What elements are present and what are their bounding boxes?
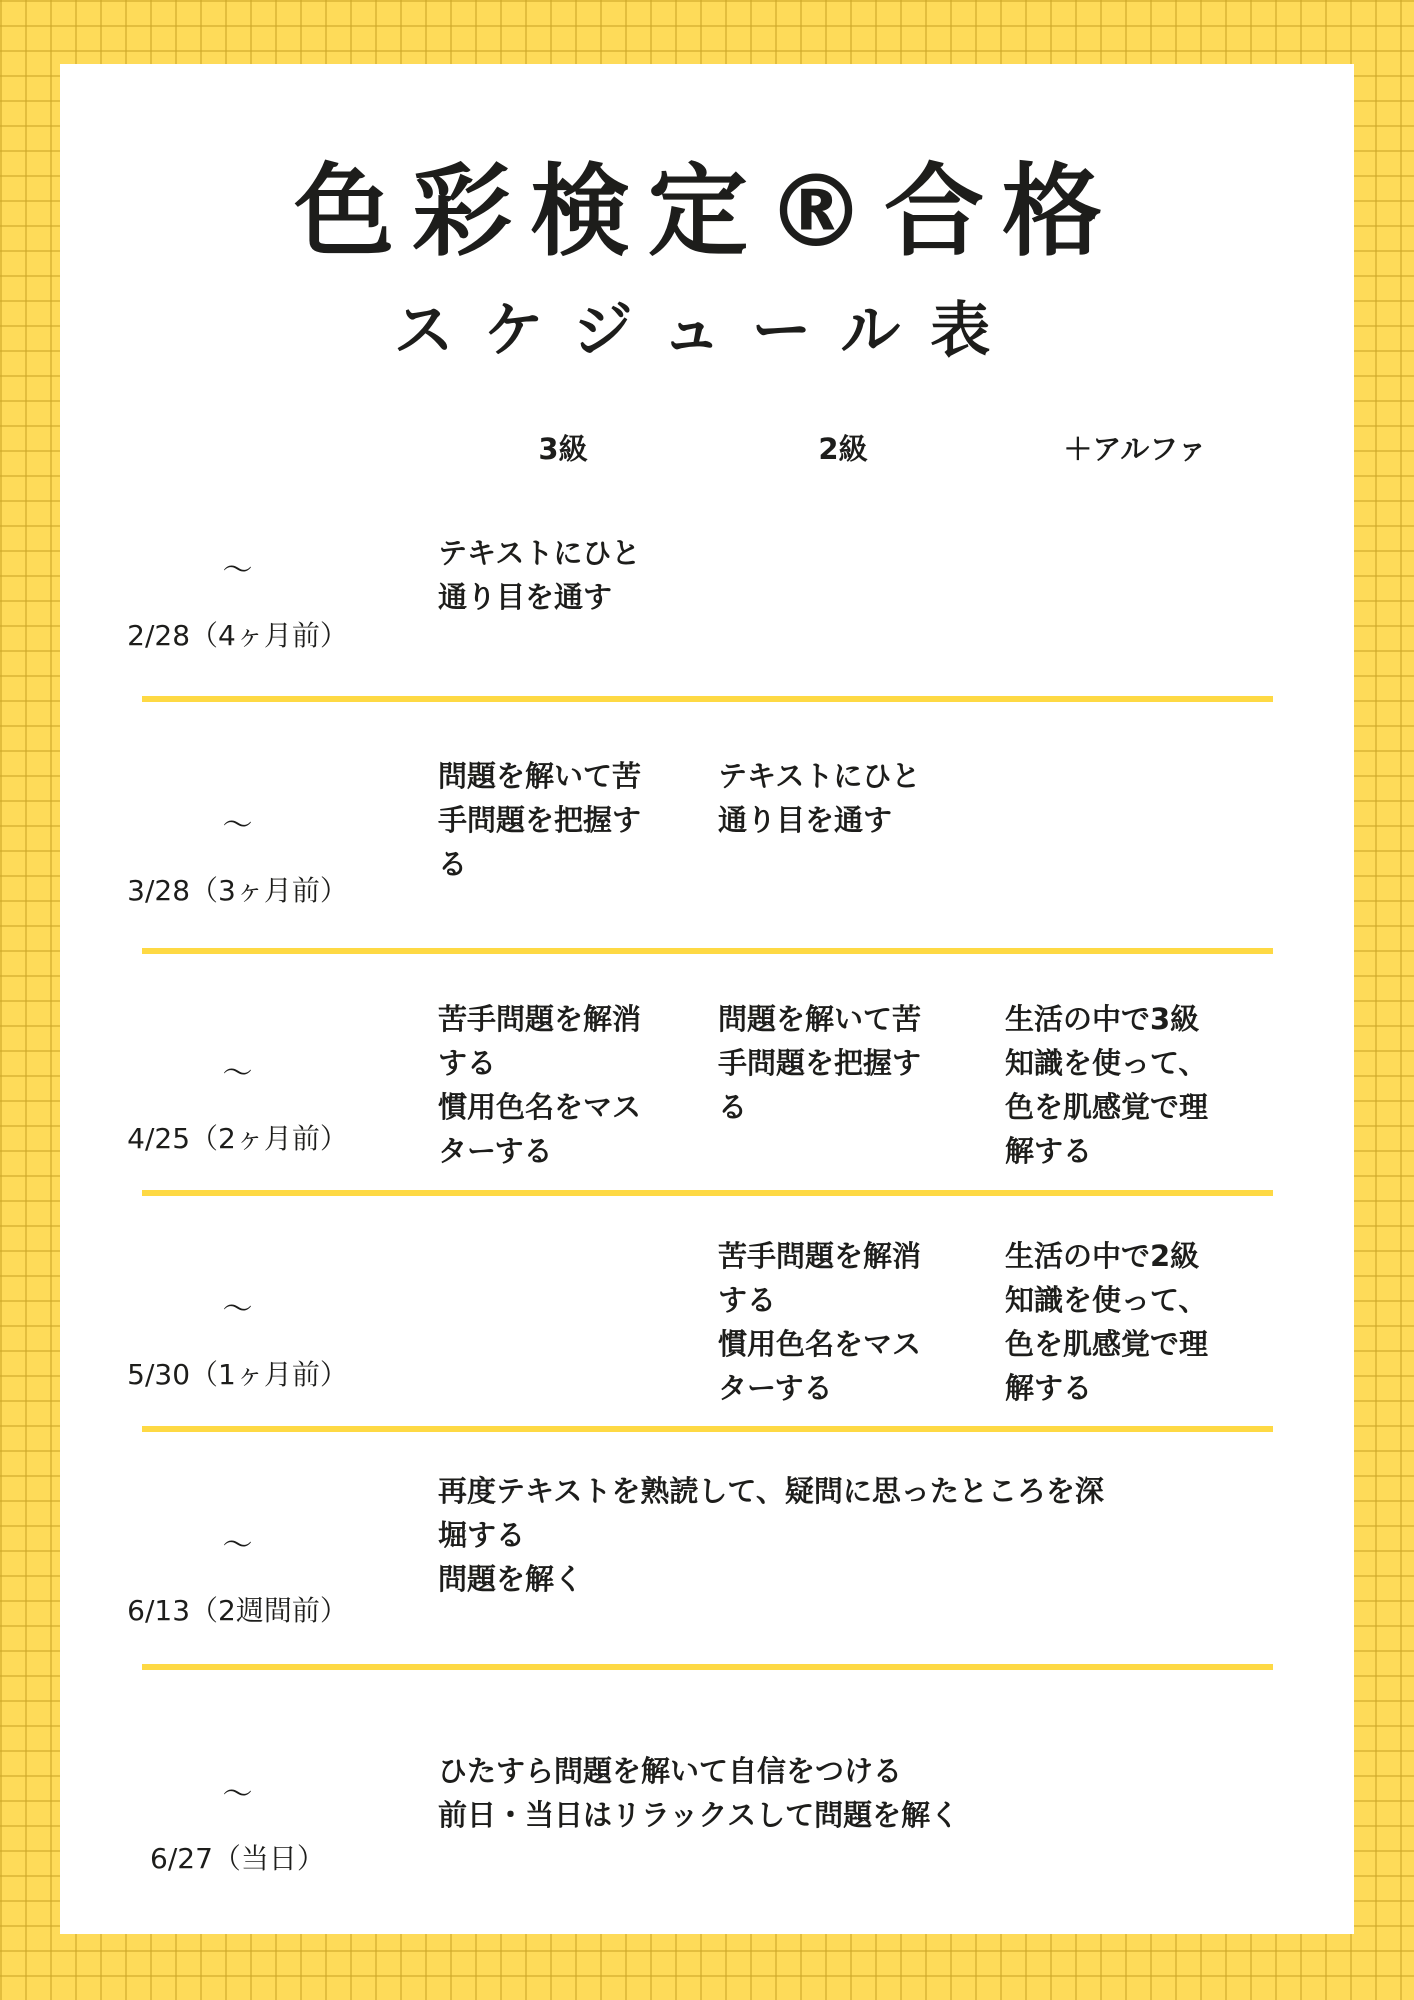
range-tilde: ～ bbox=[222, 1777, 253, 1812]
row-divider bbox=[142, 1664, 1273, 1670]
range-tilde: ～ bbox=[222, 1292, 253, 1327]
cell-grade2: 問題を解いて苦 手問題を把握す る bbox=[718, 1002, 922, 1124]
cell-grade2: テキストにひと 通り目を通す bbox=[718, 759, 921, 837]
range-tilde: ～ bbox=[222, 1056, 253, 1091]
row-date: 6/27（当日） bbox=[150, 1842, 325, 1875]
cell-grade3: 問題を解いて苦 手問題を把握す る bbox=[438, 759, 642, 881]
page-subtitle: スケジュール表 bbox=[393, 296, 1021, 366]
row-date: 6/13（2週間前） bbox=[127, 1594, 348, 1627]
schedule-card bbox=[60, 64, 1354, 1934]
range-tilde: ～ bbox=[222, 808, 253, 843]
row-date: 4/25（2ヶ月前） bbox=[127, 1122, 348, 1155]
cell-alpha: 生活の中で2級 知識を使って、 色を肌感覚で理 解する bbox=[1005, 1239, 1209, 1405]
column-header-alpha: ＋アルファ bbox=[1063, 432, 1207, 466]
page-title: 色彩検定®合格 bbox=[294, 153, 1120, 270]
cell-alpha: 生活の中で3級 知識を使って、 色を肌感覚で理 解する bbox=[1005, 1002, 1209, 1168]
cell-grade3: 苦手問題を解消 する 慣用色名をマス ターする bbox=[438, 1002, 642, 1168]
row-date: 2/28（4ヶ月前） bbox=[127, 619, 348, 652]
row-divider bbox=[142, 696, 1273, 702]
row-divider bbox=[142, 1190, 1273, 1196]
row-divider bbox=[142, 1426, 1273, 1432]
cell-all-grades: ひたすら問題を解いて自信をつける 前日・当日はリラックスして問題を解く bbox=[438, 1754, 960, 1832]
column-header-grade3: 3級 bbox=[538, 432, 588, 466]
row-date: 3/28（3ヶ月前） bbox=[127, 874, 348, 907]
cell-all-grades: 再度テキストを熟読して、疑問に思ったところを深 堀する 問題を解く bbox=[438, 1474, 1104, 1596]
column-header-grade2: 2級 bbox=[818, 432, 868, 466]
range-tilde: ～ bbox=[222, 553, 253, 588]
row-divider bbox=[142, 948, 1273, 954]
range-tilde: ～ bbox=[222, 1528, 253, 1563]
row-date: 5/30（1ヶ月前） bbox=[127, 1358, 348, 1391]
cell-grade3: テキストにひと 通り目を通す bbox=[438, 536, 641, 614]
cell-grade2: 苦手問題を解消 する 慣用色名をマス ターする bbox=[718, 1239, 922, 1405]
